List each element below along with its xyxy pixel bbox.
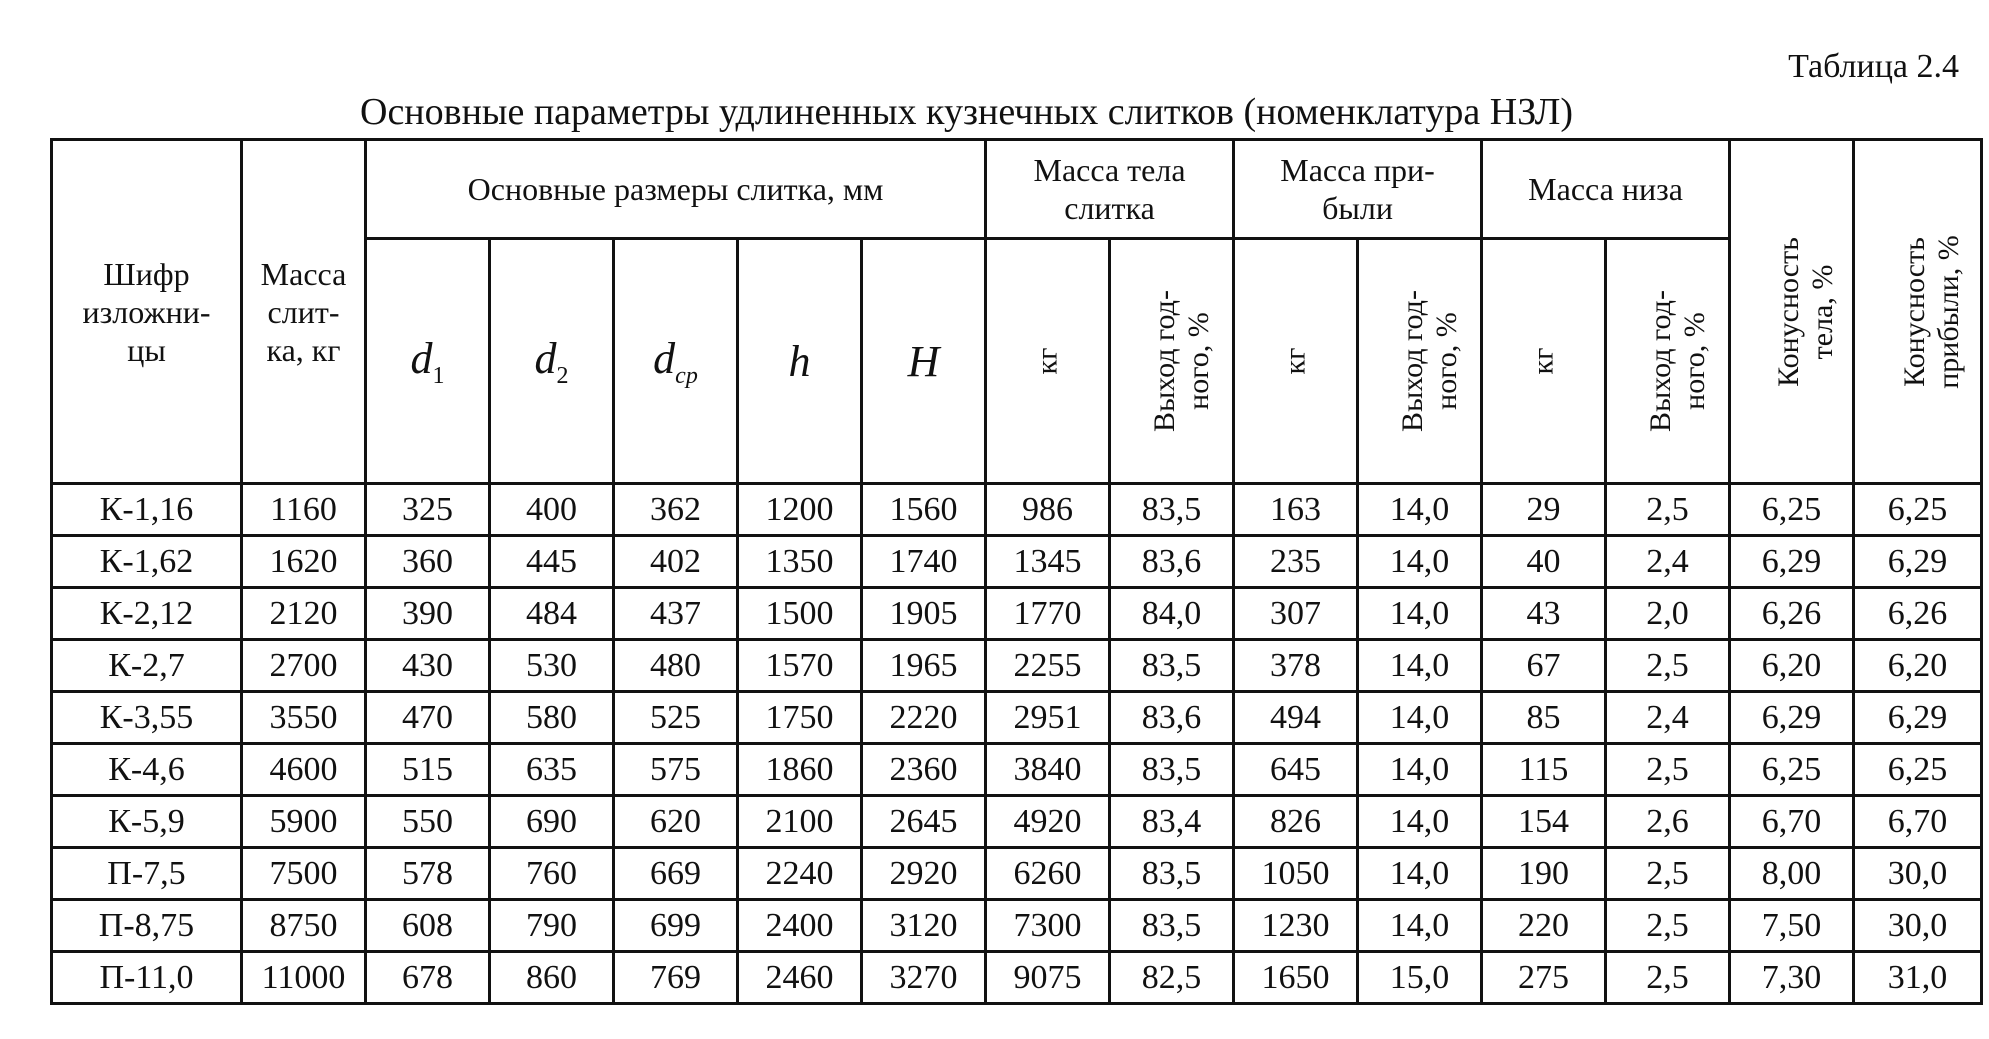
table-cell: 31,0 — [1854, 952, 1982, 1004]
table-cell: 84,0 — [1110, 588, 1234, 640]
cell-cipher: К-3,55 — [52, 692, 242, 744]
table-cell: 2220 — [862, 692, 986, 744]
table-cell: 115 — [1482, 744, 1606, 796]
table-number: Таблица 2.4 — [1788, 48, 1959, 85]
table-cell: 2700 — [242, 640, 366, 692]
cell-cipher: П-8,75 — [52, 900, 242, 952]
table-cell: 445 — [490, 536, 614, 588]
header-head-yield: Выход год- ного, % — [1358, 239, 1482, 484]
table-row — [52, 796, 1982, 848]
cell-cipher: К-2,12 — [52, 588, 242, 640]
table-row — [52, 744, 1982, 796]
table-cell: 14,0 — [1358, 692, 1482, 744]
table-cell: 2460 — [738, 952, 862, 1004]
table-cell: 2120 — [242, 588, 366, 640]
table-cell: 6,29 — [1854, 536, 1982, 588]
table-cell: 7500 — [242, 848, 366, 900]
table-cell: 6,20 — [1854, 640, 1982, 692]
table-cell: 2240 — [738, 848, 862, 900]
header-taper-body: Конусность тела, % — [1730, 140, 1854, 484]
table-cell: 6,70 — [1854, 796, 1982, 848]
table-cell: 1200 — [738, 484, 862, 536]
header-head-kg: кг — [1234, 239, 1358, 484]
header-d1: $d_1$ — [366, 239, 490, 484]
table-cell: 6260 — [986, 848, 1110, 900]
table-cell: 15,0 — [1358, 952, 1482, 1004]
table-cell: 14,0 — [1358, 640, 1482, 692]
table-cell: 1345 — [986, 536, 1110, 588]
table-cell: 430 — [366, 640, 490, 692]
table-cell: 580 — [490, 692, 614, 744]
table-cell: 6,26 — [1730, 588, 1854, 640]
table-cell: 6,25 — [1854, 484, 1982, 536]
table-cell: 6,70 — [1730, 796, 1854, 848]
table-cell: 220 — [1482, 900, 1606, 952]
table-cell: 190 — [1482, 848, 1606, 900]
table-cell: 14,0 — [1358, 796, 1482, 848]
table-cell: 325 — [366, 484, 490, 536]
table-cell: 9075 — [986, 952, 1110, 1004]
table-cell: 85 — [1482, 692, 1606, 744]
table-cell: 6,25 — [1854, 744, 1982, 796]
table-cell: 362 — [614, 484, 738, 536]
table-cell: 360 — [366, 536, 490, 588]
header-head-mass: Масса при- были — [1234, 140, 1482, 239]
table-cell: 3270 — [862, 952, 986, 1004]
table-cell: 2,4 — [1606, 536, 1730, 588]
cell-cipher: К-5,9 — [52, 796, 242, 848]
table-cell: 6,29 — [1730, 536, 1854, 588]
table-cell: 7,30 — [1730, 952, 1854, 1004]
table-row — [52, 952, 1982, 1004]
header-taper-head: Конусность прибыли, % — [1854, 140, 1982, 484]
table-cell: 402 — [614, 536, 738, 588]
table-cell: 669 — [614, 848, 738, 900]
table-cell: 29 — [1482, 484, 1606, 536]
cell-cipher: К-1,62 — [52, 536, 242, 588]
table-cell: 4920 — [986, 796, 1110, 848]
table-cell: 83,6 — [1110, 536, 1234, 588]
table-cell: 7300 — [986, 900, 1110, 952]
header-bottom-kg: кг — [1482, 239, 1606, 484]
table-cell: 480 — [614, 640, 738, 692]
header-cipher: Шифр изложни- цы — [52, 140, 242, 484]
table-cell: 2,6 — [1606, 796, 1730, 848]
table-cell: 14,0 — [1358, 848, 1482, 900]
table-cell: 1965 — [862, 640, 986, 692]
cell-cipher: П-11,0 — [52, 952, 242, 1004]
table-cell: 1770 — [986, 588, 1110, 640]
table-cell: 83,5 — [1110, 848, 1234, 900]
header-bottom-mass: Масса низа — [1482, 140, 1730, 239]
table-cell: 1560 — [862, 484, 986, 536]
table-cell: 699 — [614, 900, 738, 952]
table-cell: 1230 — [1234, 900, 1358, 952]
table-cell: 30,0 — [1854, 900, 1982, 952]
table-cell: 790 — [490, 900, 614, 952]
table-cell: 83,5 — [1110, 640, 1234, 692]
header-body-mass: Масса тела слитка — [986, 140, 1234, 239]
table-cell: 14,0 — [1358, 744, 1482, 796]
table-cell: 3550 — [242, 692, 366, 744]
table-cell: 760 — [490, 848, 614, 900]
table-cell: 4600 — [242, 744, 366, 796]
table-row — [52, 588, 1982, 640]
table-cell: 1650 — [1234, 952, 1358, 1004]
table-cell: 8750 — [242, 900, 366, 952]
header-dcp: $d_{ср}$ — [614, 239, 738, 484]
table-title: Основные параметры удлиненных кузнечных слитков (номенклатура НЗЛ) — [360, 91, 1573, 133]
table-cell: 6,29 — [1854, 692, 1982, 744]
header-main-dimensions: Основные размеры слитка, мм — [366, 140, 986, 239]
header-h-total: H — [862, 239, 986, 484]
table-row — [52, 848, 1982, 900]
table-cell: 608 — [366, 900, 490, 952]
table-cell: 2,4 — [1606, 692, 1730, 744]
table-cell: 1500 — [738, 588, 862, 640]
table-cell: 2951 — [986, 692, 1110, 744]
table-cell: 43 — [1482, 588, 1606, 640]
table-cell: 2360 — [862, 744, 986, 796]
parameters-table — [50, 138, 1983, 1005]
table-cell: 484 — [490, 588, 614, 640]
table-cell: 2,5 — [1606, 900, 1730, 952]
table-cell: 2,5 — [1606, 848, 1730, 900]
table-cell: 6,25 — [1730, 744, 1854, 796]
table-cell: 437 — [614, 588, 738, 640]
table-row — [52, 640, 1982, 692]
table-cell: 378 — [1234, 640, 1358, 692]
table-cell: 515 — [366, 744, 490, 796]
table-body — [52, 484, 1982, 1004]
table-cell: 30,0 — [1854, 848, 1982, 900]
table-cell: 2645 — [862, 796, 986, 848]
table-cell: 83,4 — [1110, 796, 1234, 848]
table-cell: 690 — [490, 796, 614, 848]
table-cell: 1905 — [862, 588, 986, 640]
table-cell: 578 — [366, 848, 490, 900]
header-h-small: h — [738, 239, 862, 484]
table-cell: 2920 — [862, 848, 986, 900]
table-cell: 14,0 — [1358, 900, 1482, 952]
table-cell: 307 — [1234, 588, 1358, 640]
table-cell: 2,0 — [1606, 588, 1730, 640]
table-cell: 6,26 — [1854, 588, 1982, 640]
table-cell: 6,20 — [1730, 640, 1854, 692]
table-cell: 14,0 — [1358, 484, 1482, 536]
table-cell: 2400 — [738, 900, 862, 952]
table-row — [52, 692, 1982, 744]
table-cell: 2255 — [986, 640, 1110, 692]
table-cell: 83,5 — [1110, 744, 1234, 796]
table-cell: 3120 — [862, 900, 986, 952]
table-cell: 635 — [490, 744, 614, 796]
header-row-groups — [52, 140, 1982, 239]
table-cell: 3840 — [986, 744, 1110, 796]
table-row — [52, 484, 1982, 536]
table-cell: 678 — [366, 952, 490, 1004]
header-d2: $d_2$ — [490, 239, 614, 484]
table-cell: 275 — [1482, 952, 1606, 1004]
table-row — [52, 536, 1982, 588]
table-cell: 550 — [366, 796, 490, 848]
table-cell: 620 — [614, 796, 738, 848]
table-cell: 400 — [490, 484, 614, 536]
header-bottom-yield: Выход год- ного, % — [1606, 239, 1730, 484]
table-cell: 1740 — [862, 536, 986, 588]
header-body-yield: Выход год- ного, % — [1110, 239, 1234, 484]
header-ingot-mass: Масса слит- ка, кг — [242, 140, 366, 484]
table-cell: 645 — [1234, 744, 1358, 796]
table-cell: 860 — [490, 952, 614, 1004]
table-cell: 1350 — [738, 536, 862, 588]
table-cell: 163 — [1234, 484, 1358, 536]
table-cell: 40 — [1482, 536, 1606, 588]
table-cell: 6,25 — [1730, 484, 1854, 536]
table-cell: 83,5 — [1110, 900, 1234, 952]
table-cell: 1750 — [738, 692, 862, 744]
table-cell: 1860 — [738, 744, 862, 796]
table-cell: 530 — [490, 640, 614, 692]
header-body-kg: кг — [986, 239, 1110, 484]
table-cell: 2100 — [738, 796, 862, 848]
table-cell: 83,5 — [1110, 484, 1234, 536]
table-cell: 11000 — [242, 952, 366, 1004]
table-cell: 6,29 — [1730, 692, 1854, 744]
table-cell: 1620 — [242, 536, 366, 588]
table-cell: 8,00 — [1730, 848, 1854, 900]
table-cell: 5900 — [242, 796, 366, 848]
cell-cipher: К-4,6 — [52, 744, 242, 796]
table-cell: 1160 — [242, 484, 366, 536]
table-cell: 494 — [1234, 692, 1358, 744]
table-row — [52, 900, 1982, 952]
table-cell: 82,5 — [1110, 952, 1234, 1004]
table-cell: 235 — [1234, 536, 1358, 588]
table-cell: 7,50 — [1730, 900, 1854, 952]
cell-cipher: К-1,16 — [52, 484, 242, 536]
table-cell: 826 — [1234, 796, 1358, 848]
table-cell: 1050 — [1234, 848, 1358, 900]
table-cell: 83,6 — [1110, 692, 1234, 744]
table-cell: 986 — [986, 484, 1110, 536]
table-cell: 470 — [366, 692, 490, 744]
table-cell: 525 — [614, 692, 738, 744]
table-cell: 67 — [1482, 640, 1606, 692]
cell-cipher: К-2,7 — [52, 640, 242, 692]
table-cell: 2,5 — [1606, 744, 1730, 796]
table-cell: 2,5 — [1606, 640, 1730, 692]
table-cell: 2,5 — [1606, 484, 1730, 536]
table-cell: 14,0 — [1358, 588, 1482, 640]
table-cell: 2,5 — [1606, 952, 1730, 1004]
cell-cipher: П-7,5 — [52, 848, 242, 900]
table-cell: 1570 — [738, 640, 862, 692]
table-cell: 390 — [366, 588, 490, 640]
table-cell: 14,0 — [1358, 536, 1482, 588]
table-cell: 575 — [614, 744, 738, 796]
table-cell: 769 — [614, 952, 738, 1004]
table-cell: 154 — [1482, 796, 1606, 848]
